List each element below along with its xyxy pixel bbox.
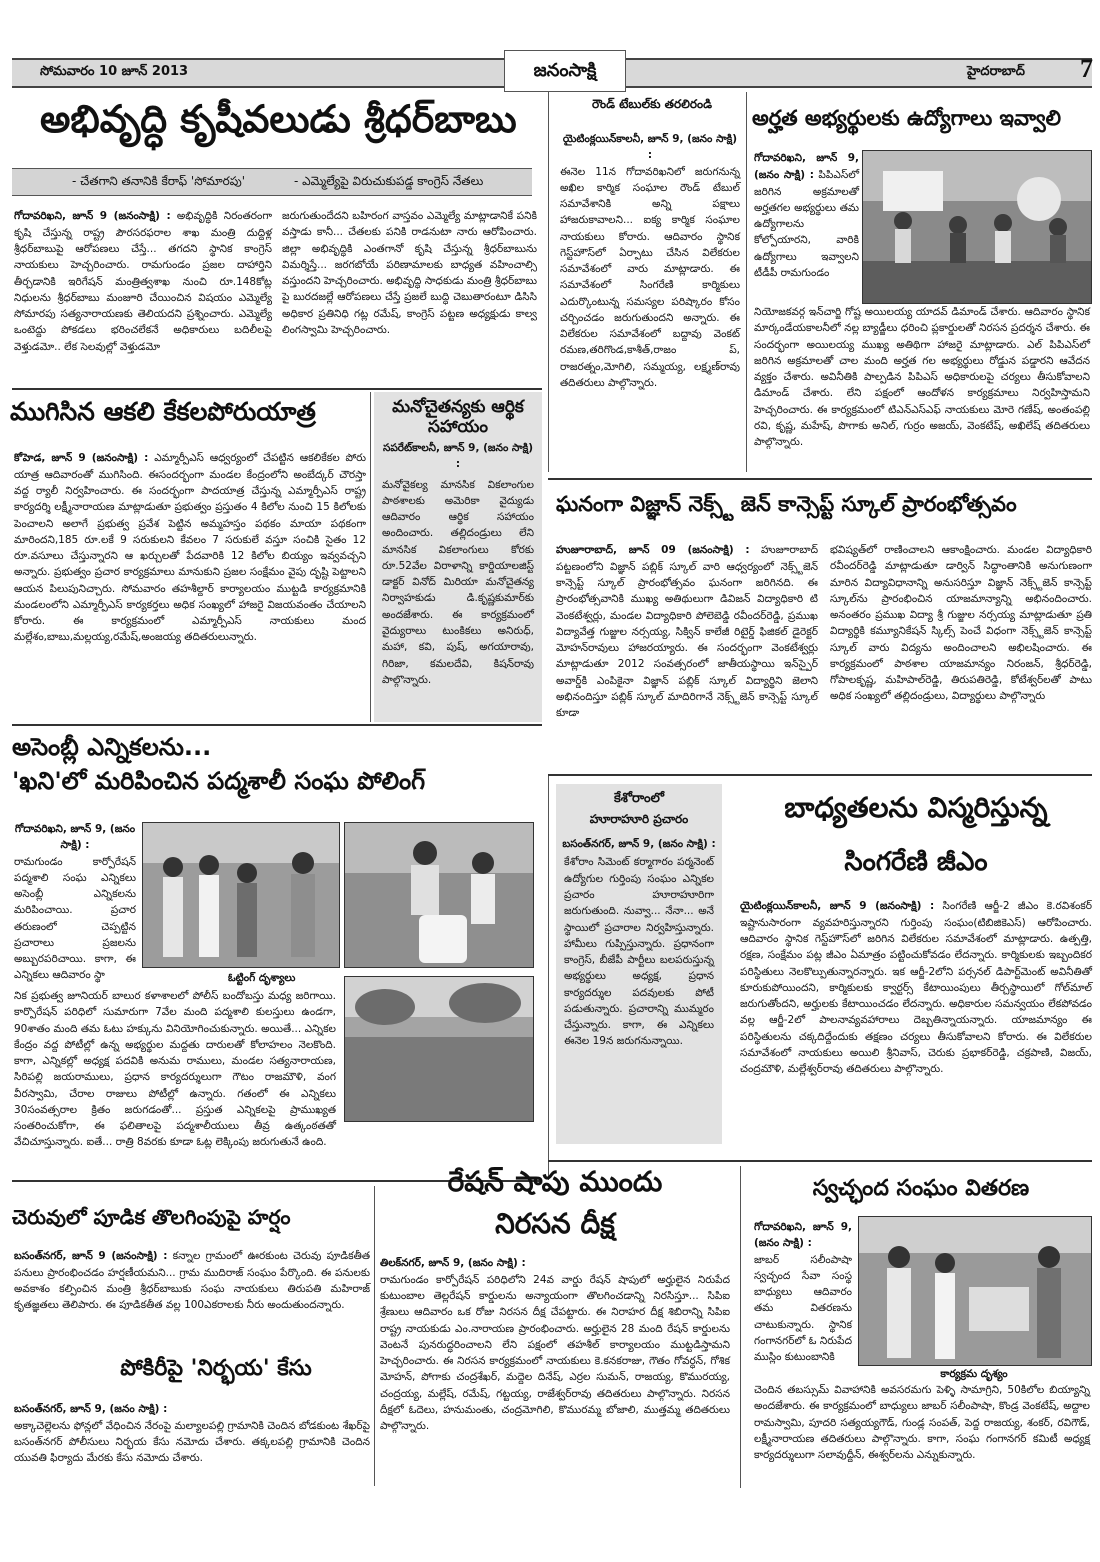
dateline: యైటింక్లయిన్‌కాలనీ, జూన్ 9, (జనం సాక్షి) : — [562, 133, 738, 161]
polling-photo-1 — [142, 822, 340, 968]
headline-singareni-line1: బాధ్యతలను విస్మరిస్తున్న — [784, 791, 1048, 824]
photo-caption: ఓట్టింగ్ దృశ్యాలు — [228, 972, 296, 984]
dateline: యైటింక్లయిన్‌కాలనీ, జూన్ 9 (జనంసాక్షి) : — [740, 900, 935, 912]
boxed-article — [556, 784, 722, 1144]
article-text: హుజూరాబాద్ పట్టణంలోని విజ్ఞాన్ పబ్లిక్ స్కూల్ వారి ఆధ్వర్యంలో నెక్స్ట్‌జెన్ కాన్సెప్ట్ స్కూల్ ప్రారంభోత్సవం ఘనంగా జరిగినది. ఈ ప్రారంభోత్సవానికి ముఖ్య అతిథులుగా డివిజన్ విద్యాధికారి టి వెంకటేశ్వర్లు, మండల విద్యాధికారి పోలెబెడ్డి రవీందర్‌రెడ్డి, ప్రముఖ విద్యావేత్త గుజ్జుల నర్సయ్య, సిక్విన్ కాలేజీ రిటైర్డ్ ఫిజికల్ డైరెక్టర్ మోహన్‌రావులు హాజరయ్యారు. ఈ సందర్భంగా వెంకటేశ్వర్లు మాట్లాడుతూ 2012 సంవత్సరంలో జాతీయస్థాయి ఇన్‌స్పైర్ అవార్డ్‌కి ఎంపికైనా విజ్ఞాన్ పబ్లిక్ స్కూల్ విద్యార్థిని జెలాని అభినందిస్తూ పబ్లిక్ స్కూల్ మాదిరిగానే నెక్స్ట్‌జెన్ కాన్సెప్ట్ స్కూల్ కూడా — [556, 544, 818, 720]
dateline: గోదావరిఖని, జూన్ 9, (జనం సాక్షి) : — [754, 152, 859, 181]
headline-padmashali-line1: అసెంబ్లీ ఎన్నికలను... — [12, 733, 212, 761]
issue-date: సోమవారం 10 జూన్ 2013 — [40, 64, 189, 79]
article-body — [556, 542, 818, 770]
headline-round-table: రౌండ్ టేబుల్‌కు తరలిరండి — [591, 97, 713, 111]
divider — [548, 1160, 1092, 1162]
headline-kesoram-line2: హూరాహూరి ప్రచారం — [589, 811, 689, 826]
dateline: తిలక్‌నగర్, జూన్ 9, (జనం సాక్షి) : — [380, 1257, 526, 1269]
column-rule — [374, 1186, 375, 1486]
article-body — [754, 150, 859, 300]
article-text: నిక ప్రభుత్వ జూనియర్ బాలుర కళాశాలలో పోలీస్ బందోబస్తు మధ్య జరిగాయి. కార్పొరేషన్ పరిధిలో సుమారుగా 7వేల మంది పద్మశాలి కులస్తులు ఉండగా, 90శాతం మంది తమ ఓటు హక్కును వినియోగించుకున్నారు. అయితే... ఎన్నికల కేంద్రం వద్ద పోటీల్లో ఉన్న అభ్యర్థుల మద్దతు దారులతో కోలాహలం నెలకొంది. కాగా, ఎన్నికల్లో అధ్యక్ష పదవికి అనుమ రాములు, మండల సత్యనారాయణ, సిరిపల్లి జయరాములు, ప్రధాన కార్యదర్శులుగా గౌటం రాజమౌళి, వంగ వీరస్వామి, చేరాల రాజులు పోటీల్లో ఉన్నారు. గతంలో ఈ ఎన్నికలు 30సంవత్సరాల క్రితం జరుగడంతో... ప్రస్తుత ఎన్నికలపై ప్రాముఖ్యత సంతరించుకోగా, ఈ ఫలితాలపై పద్మశాలీయులు తీవ్ర ఉత్కంఠతతో వేచిచూస్తున్నారు. ఐతే... రాత్రి 8వరకు కూడా ఓట్ల లెక్కింపు జరుగుతునే ఉంది. — [14, 990, 336, 1149]
protest-photo — [862, 150, 1092, 304]
photo-placeholder — [863, 151, 1091, 303]
dateline: బసంత్‌నగర్, జూన్ 9 (జనంసాక్షి) : — [14, 1250, 168, 1262]
headline-nirbhaya: పోకిరీపై 'నిర్భయ' కేసు — [120, 1356, 312, 1381]
article-text: సింగరేణి ఆర్జీ-2 జీఎం కె.రవిశంకర్ ఇష్టానుసారంగా వ్యవహరిస్తున్నారని గుర్తింపు సంఘం(టిబిజికెఎస్) ఆరోపించారు. ఆదివారం స్థానిక గెస్ట్‌హౌస్‌లో జరిగిన విలేకరుల సమావేశంలో మాట్లాడారు. ఉత్పత్తి, రక్షణ, సంక్షేమం పట్ల జీఎం ఏమాత్రం పట్టించుకోవడం లేదన్నారు. కార్మికులకు ఇబ్బందికర పరిస్థితులు నెలకొల్పుతున్నారన్నారు. ఇక ఆర్జీ-2లోని పర్సనల్ డిపార్ట్‌మెంట్ అవినీతితో కూరుకుపోయిందని, కార్మికులకు క్వార్టర్స్ కేటాయింపులు తీర్చస్థాయిలో గోల్‌మాల్ జరుగుతోందని, అర్హులకు కేటాయించడం లేదన్నారు. అధికారుల సమన్వయం లేకపోవడం వల్ల ఆర్జీ-2లో పాలనావ్యవహారాలు దెబ్బతిన్నాయన్నారు. యాజమాన్యం ఈ పరిస్థితులను చక్కదిద్దేందుకు తక్షణం చర్యలు తీసుకోవాలని కోరారు. ఈ విలేకరుల సమావేశంలో నాయకులు అయిలి శ్రీనివాస్, చెరుకు ప్రభాకర్‌రెడ్డి, చక్రపాణి, విజయ్, చంద్రమౌళి, మల్లేశ్వర్‌రావు తదితరులు పాల్గొన్నారు. — [740, 900, 1092, 1076]
article-text: మనోవైకల్య మానసిక వికలాంగుల పాఠశాలకు అమెరికా వైద్యుడు ఆదివారం ఆర్థిక సహాయం అందించారు. తల్లిదండ్రులు లేని మానసిక వికలాంగులు కోరకు రూ.52వేల విరాళాన్ని కార్డియాలజిస్ట్ డాక్టర్ వినోద్ మిరియా మనోచైతన్య నిర్వాహకుడు డి.కృష్ణకుమార్‌కు అందజేశారు. ఈ కార్యక్రమంలో వైద్యురాలు టుంకికలు అనిరుధ్, మహా, కవి, పుష్, అగయారావు, గిరిజా, కమలదేవి, కిషన్‌రావు పాల్గొన్నారు. — [382, 478, 534, 686]
polling-photo-3 — [344, 976, 534, 1122]
article-body — [14, 1402, 370, 1492]
headline-pudika: చెరువులో పూడిక తొలగింపుపై హర్షం — [12, 1205, 291, 1229]
dateline: గోదావరిఖని, జూన్ 9, (జనం సాక్షి) : — [14, 823, 136, 851]
article-body — [754, 1220, 852, 1378]
logo-text: జనంసాక్షి — [533, 60, 597, 81]
dateline: సపరేట్‌కాలనీ, జూన్ 9, (జనం సాక్షి) : — [382, 442, 534, 470]
headline-vignan: ఘనంగా విజ్ఞాన్ నెక్స్ట్ జెన్ కాన్సెప్ట్ స్కూల్ ప్రారంభోత్సవం — [556, 492, 1017, 516]
dateline: బసంత్‌నగర్, జూన్ 9, (జనం సాక్షి) : — [562, 837, 716, 850]
photo-placeholder — [345, 977, 533, 1121]
page-number: 7 — [1080, 54, 1093, 83]
article-body-col2: భవిష్యత్‌లో రాణించాలని ఆకాంక్షించారు. మండల విద్యాధికారి రవీందర్‌రెడ్డి మాట్లాడుతూ డార్విన్ సిద్ధాంతానికి అనుగుణంగా మారిన విద్యావిధానాన్ని అనుసరిస్తూ విజ్ఞాన్ నెక్స్ట్‌జెన్ కాన్సెప్ట్ స్కూల్‌ను ప్రారంభించిన యాజమాన్యాన్ని అభినందించారు. అనంతరం ప్రముఖ విద్యా శ్రీ గుజ్జుల నర్సయ్య మాట్లాడుతూ ప్రతి విద్యార్థికి కమ్యూనికేషన్ స్కిల్స్ పెంచే విధంగా నెక్స్ట్‌జెన్ కాన్సెప్ట్ స్కూల్ వారు విద్యను అందించాలని అభిలషించారు. ఈ కార్యక్రమంలో పాఠశాల యాజమాన్యం నిరంజన్, శ్రీధర్‌రెడ్డి, గోపాలకృష్ణ, మహిపాల్‌రెడ్డి, తిరుపతిరెడ్డి, కోటేశ్వర్‌లతో పాటు అధిక సంఖ్యలో తల్లిదండ్రులు, విద్యార్థులు పాల్గొన్నారు — [830, 544, 1092, 703]
headline-swachanda: స్వచ్ఛంద సంఘం వితరణ — [812, 1176, 1030, 1201]
article-text: కన్నాల గ్రామంలో ఊరకుంట చెరువు పూడికతీత పనులు ప్రారంభించడం హర్షణీయమని... గ్రామ ముదిరాజ్ సంఘం పేర్కొంది. ఈ పనులకు అవకాశం కల్పించిన మంత్రి శ్రీధర్‌బాబుకు సంఘ నాయకులు తిరుపతి మహిరాజ్ కృతజ్ఞతలు తెలిపారు. ఈ పూడికతీత వల్ల 100ఎకరాలకు నీరు అందుతుందన్నారు. — [14, 1250, 370, 1312]
column-rule — [548, 92, 549, 472]
donation-photo — [858, 1216, 1092, 1366]
article-text: కేశోరాం సిమెంట్ కర్మాగారం పర్మనెంట్ ఉద్యోగుల గుర్తింపు సంఘం ఎన్నికల ప్రచారం హూరాహూరిగా జరుగుతుంది. నువ్వా... నేనా... అనే స్థాయిలో ప్రచారాల నిర్వహిస్తున్నారు. హామీలు గుప్పిస్తున్నారు. ప్రధానంగా కాంగ్రెస్, బీజేపీ పార్టీలు బలపరుస్తున్న అభ్యర్థులు అధ్యక్ష, ప్రధాన కార్యదర్శుల పదవులకు పోటీ పడుతున్నారు. ప్రచారాన్ని ముమ్మరం చేస్తున్నారు. కాగా, ఈ ఎన్నికలు ఈనెల 19న జరుగనున్నాయి. — [564, 856, 714, 1048]
headline-ration-line2: నిరసన దీక్ష — [495, 1207, 615, 1240]
headline-jobs: అర్హత అభ్యర్థులకు ఉద్యోగాలు ఇవ్వాలి — [752, 106, 1062, 130]
polling-photo-2 — [344, 822, 534, 968]
photo-placeholder — [345, 823, 533, 967]
article-body — [380, 1256, 730, 1488]
article-text: నియోజకవర్గ ఇన్‌చార్జి గోష్ట అయిలయ్య యాదవ్ డిమాండ్ చేశారు. ఆదివారం స్థానిక మార్కండేయకాలనీలో నల్ల బ్యాడ్జీలు ధరించి ప్లకార్డులతో నిరసన ప్రదర్శన చేశారు. ఈ సందర్భంగా అయిలయ్య ముఖ్య అతిథిగా హాజరై మాట్లాడారు. ఎల్ పిపిఎస్‌లో జరిగిన అక్రమాలతో చాల మంది అర్హత గల అభ్యర్థులు రోడ్డున పడ్డారని ఆవేదన వ్యక్తం చేశారు. అవినీతికి పాల్పడిన పిపిఎస్‌ అధికారులపై చర్యలు తీసుకోవాలని డిమాండ్ చేశారు. లేని పక్షంలో ఆందోళన కార్యక్రమాలు నిర్వహిస్తామని హెచ్చరించారు. ఈ కార్యక్రమంలో టిఎన్ఎస్ఎఫ్ నాయకులు మోరె గణేష్, అంతంపల్లి రవి, కృష్ణ, మహేష్, పొగాకు అనిల్, గుర్రం అజయ్, వెంకటేష్, అఖిలేష్ తదితరులు పాల్గొన్నారు. — [754, 306, 1090, 449]
photo-caption: కార్యక్రమ దృశ్యం — [940, 1368, 1008, 1380]
article-body — [14, 208, 272, 386]
headline-sridhar: అభివృద్ధి కృషీవలుడు శ్రీధర్‌బాబు — [40, 97, 517, 141]
article-body-col2: జరుగుతుందేదని బహిరంగ వాస్తవం ఎమ్మెల్యే మాట్లాడానికే పనికి వస్తాడు కానీ... చేతలకు పనికి రాడనుటా నారు ఆరోపించారు. జిల్లా అభివృద్ధికి ఎంతగానో కృషి చేస్తున్న శ్రీధర్‌బాబును విమర్శిస్తే... జరగబోయే పరిణామాలకు బాధ్యత వహించాల్సి వస్తుందని హెచ్చరించారు. అభివృద్ధి సాధకుడు మంత్రి శ్రీధర్‌బాబు పై బురదజల్లే ఆరోపణలు చేస్తే ప్రజలే బుద్ధి చెబుతారంటూ డిసిసి అధికార ప్రతినిధి గట్ల రమేష్, కాంగ్రెస్ పట్టణ అధ్యక్షుడు కాల్వ లింగస్వామి హెచ్చరించారు. — [282, 210, 537, 336]
article-text: జాబర్ సలీంపాషా స్వచ్ఛంద సేవా సంస్థ బాధ్యులు ఆదివారం తమ వితరణను చాటుకున్నారు. స్థానిక గంగానగర్‌లో ఓ నిరుపేద ముస్లిం కుటుంబానికి — [754, 1253, 852, 1364]
headline-singareni-line2: సింగరేణి జీఎం — [844, 847, 988, 877]
article-text: రామగుండం కార్పోరేషన్ పద్మశాలి సంఘ ఎన్నికలు అసెంబ్లీ ఎన్నికలను మరిపించాయి. ప్రచార తరుణంలో చెప్పట్టిన ప్రచారాలు ప్రజలను అబ్బురపరిచాయి. కాగా, ఈ ఎన్నికలు ఆదివారం స్థా — [14, 855, 136, 982]
column-rule — [370, 392, 371, 722]
deck-right: - ఎమ్మెల్యేపై విరుచుకుపడ్డ కాంగ్రెస్ నేతలు — [294, 174, 484, 188]
deck-left: - చేతగాని తనానికి కేరాఫ్ 'సోమారపు' — [72, 174, 246, 188]
newspaper-logo — [504, 50, 626, 92]
article-body — [740, 898, 1092, 1150]
edition-city: హైదరాబాద్ — [967, 64, 1025, 79]
divider — [548, 478, 1092, 480]
headline-akali: ముగిసిన ఆకలి కేకలపోరుయాత్ర — [10, 397, 316, 426]
article-text: ఎమ్మార్పీఎస్ ఆధ్వర్యంలో చేపట్టిన ఆకలికేకల పోరు యాత్ర ఆదివారంతో ముగిసింది. ఈసందర్భంగా మండల కేంద్రంలోని అంబేద్కర్ చౌరస్తా వద్ద ర్యాలీ నిర్వహించారు. ఈ సందర్భంగా పాదయాత్ర చేస్తున్న ఎమ్మార్పీఎస్ రాష్ట్ర కార్యదర్శి లక్ష్మీనారాయణ మాట్లాడుతూ ప్రభుత్వం ప్రస్తుతం 4 కిలోల నుంచి 15 కిలోలకు పెంచాలని అలాగే ప్రభుత్వ ప్రవేశ పెట్టిన అమ్మహస్తం పథకం మాయా పథకంగా మారిందని,185 రూ.లకే 9 సరుకులని కేవలం 7 సరుకులే వస్తూ సంచికి సైతం 12 రూ.వసూలు చేస్తున్నారని ఆ ఖర్చులతో పేదవారికి 12 కిలోల బియ్యం ఇవ్వవచ్చని అన్నారు. ప్రభుత్వం ప్రచార కార్యక్రమాలు మానుకుని ప్రజల సంక్షేమం వైపు దృష్టి పెట్టాలని ఆయన పిలుపునిచ్చారు. సోమవారం తహశీల్దార్ కార్యాలయం ముట్టడి కార్యక్రమానికి మండలంలోని ఎమ్మార్పీఎస్ కార్యకర్తలు అధిక సంఖ్యలో హాజరై విజయవంతం చేయాలని కోరారు. ఈ కార్యక్రమంలో ఎమ్మార్పీఎస్ నాయకులు మంద మల్లేశం,బాబు,మల్లయ్య,రమేష్,అంజయ్య తదితరులున్నారు. — [14, 452, 366, 644]
dateline: హుజూరాబాద్, జూన్ 09 (జనంసాక్షి) : — [556, 544, 750, 556]
article-text: రామగుండం కార్పోరేషన్ పరిధిలోని 24వ వార్డు రేషన్ షాపులో అర్హులైన నిరుపేద కుటుంబాల తెల్లరేషన్ కార్డులను అన్యాయంగా తొలగించడాన్ని నిరసిస్తూ... సిపిఐ శ్రేణులు ఆదివారం ఒక రోజు నిరసన దీక్ష చేపట్టారు. ఈ నిరాహర దీక్ష శిబిరాన్ని సిపిఐ రాష్ట్ర నాయకుడు ఎం.నారాయణ ప్రారంభించారు. అర్హులైన 28 మంది రేషన్ కార్డులను వెంటనే పునరుద్ధరించాలని లేని పక్షంలో తహశీల్ కార్యాలయం ముట్టడిస్తామని హెచ్చరించారు. ఈ నిరసన కార్యక్రమంలో నాయకులు కె.కనకరాజు, గౌతం గోవర్ధన్, గోశిక మోహన్, పోగాకు చంద్రశేఖర్, మద్దెల దినేష్, ఎర్రల సుమన్, రాజయ్య, కొమురయ్య, చంద్రయ్య, మల్లేష్, రమేష్, గట్టయ్య, రాజేశ్వర్‌రావు తదితరులు పాల్గొన్నారు. నిరసన దీక్షలో ఓదెలు, హనుమంతు, చంద్రమోగిలి, కొమురమ్మ బోజాలి, ముత్తమ్మ తదితరులు పాల్గొన్నారు. — [380, 1273, 730, 1433]
subdeck-sridhar — [12, 168, 532, 196]
dateline: కోహెడ, జూన్ 9 (జనంసాక్షి) : — [14, 452, 149, 464]
article-text: ఈనెల 11న గోదావరిఖనిలో జరుగనున్న అఖిల కార్మిక సంఘాల రౌండ్ టేబుల్ సమావేశానికి అన్ని పక్షాలు హాజరుకావాలని... ఐక్య కార్మిక సంఘాల నాయకులు కోరారు. ఆదివారం స్థానిక గెస్ట్‌హౌస్‌లో ఏర్పాటు చేసిన విలేకరుల సమావేశంలో వారు మాట్లాడారు. ఈ సమావేశంలో సింగరేణి కార్మికులు ఎదుర్కొంటున్న సమస్యల పరిష్కారం కోసం చర్చించడం జరుగుతుందని అన్నారు. ఈ విలేకరుల సమావేశంలో బద్దావు వెంకట్ రమణ,తరిగొండ,కాశీత్,రాజం ప్, రాజరత్నం,మోగిలి, సమ్మయ్య, లక్ష్మణ్‌రావు తదితరులు పాల్గొన్నారు. — [560, 165, 740, 389]
boxed-article — [374, 392, 542, 722]
article-body — [14, 450, 366, 716]
article-text: అభివృద్ధికి నిరంతరంగా కృషి చేస్తున్న రాష్ట్ర పౌరసరఫరాల శాఖ మంత్రి దుద్దిళ్ల శ్రీధర్‌బాబుపై ఆరోపణలు చేస్తే... తగదని స్థానిక కాంగ్రెస్ నాయకులు హెచ్చరించారు. రామగుండం ప్రజల దాహార్తిని తీర్చడానికి ఇరిగేషన్ మంత్రిత్వశాఖ నుంచి రూ.148కోట్ల నిధులను శ్రీధర్‌బాబు మంజూరి చేయించిన విషయం ఎమ్మెల్యే సోమారపు సత్యనారాయణకు తెలియదని ప్రశ్నించారు. ఎమ్మెల్యే ఒంటెద్దు పోకడలు భరించలేకనే అధికారులు బదిలీలపై వెళ్తుడమో.. లేక సెలవుల్లో వెళ్తుడమో — [14, 210, 273, 353]
article-text: పిపిఎస్‌లో జరిగిన అక్రమాలతో అర్హతగల అభ్యర్థులు తమ ఉద్యోగాలను కోల్పోయారని, వారికి ఉద్యోగాలు ఇవ్వాలని టీడీపీ రామగుండం — [754, 168, 859, 279]
caption-row — [858, 1366, 1090, 1380]
dateline: బసంత్‌నగర్, జూన్ 9, (జనం సాక్షి) : — [14, 1403, 168, 1415]
article-body — [14, 1248, 370, 1352]
column-rule — [740, 1166, 741, 1488]
photo-placeholder — [859, 1217, 1091, 1365]
divider — [548, 774, 1092, 776]
article-body — [560, 132, 740, 472]
caption-row — [142, 970, 342, 984]
masthead — [12, 54, 1093, 88]
column-rule — [746, 92, 747, 472]
divider — [12, 724, 542, 726]
dateline: గోదావరిఖని, జూన్ 9 (జనంసాక్షి) : — [14, 210, 171, 222]
article-text: చెందిన తబస్సుమ్ వివాహానికి అవసరమగు పెళ్ళి సామాగ్రిని, 50కిలోల బియ్యాన్ని అందజేశారు. ఈ కార్యక్రమంలో బాధ్యులు జాబర్ సలీంపాషా, కొండ్ర వెంకటేష్, అద్దాల రామస్వామి, పూదరి సత్యయ్యగౌడ్, గుండ్ల సంపత్, పెద్ద రాజయ్య, శంకర్, రవిగౌడ్, లక్ష్మీనారాయణ తదితరులు పాల్గొన్నారు. కాగా, సంఘ గంగానగర్ కమిటీ అధ్యక్ష కార్యదర్శులుగా సలావుద్దీన్, ఈశ్వర్‌లను ఎన్నుకున్నారు. — [754, 1384, 1090, 1462]
dateline: గోదావరిఖని, జూన్ 9, (జనం సాక్షి) : — [754, 1221, 852, 1249]
column-rule — [548, 776, 549, 1180]
headline-padmashali-line2: 'ఖని'లో మరిపించిన పద్మశాలీ సంఘ పోలింగ్ — [12, 767, 426, 795]
article-text: అక్కాచెల్లెలను ఫోన్లలో వేధించిన నేరంపై మల్యాలపల్లి గ్రామానికి చెందిన బోడకుంట శేఖర్‌పై బసంత్‌నగర్ పోలీసులు నిర్భయ కేసు నమోదు చేశారు. తక్కలపల్లి గ్రామానికి చెందిన యువతి ఫిర్యాదు మేరకు కేసు నమోదు చేశారు. — [14, 1419, 370, 1465]
photo-placeholder — [143, 823, 339, 967]
headline-ration-line1: రేషన్ షాపు ముందు — [447, 1165, 663, 1198]
divider — [12, 388, 542, 390]
headline-kesoram-line1: కేశోరాంలో — [614, 791, 664, 806]
headline-manochaitanya: మనోచైతన్యకు ఆర్థిక సహాయం — [392, 397, 524, 437]
